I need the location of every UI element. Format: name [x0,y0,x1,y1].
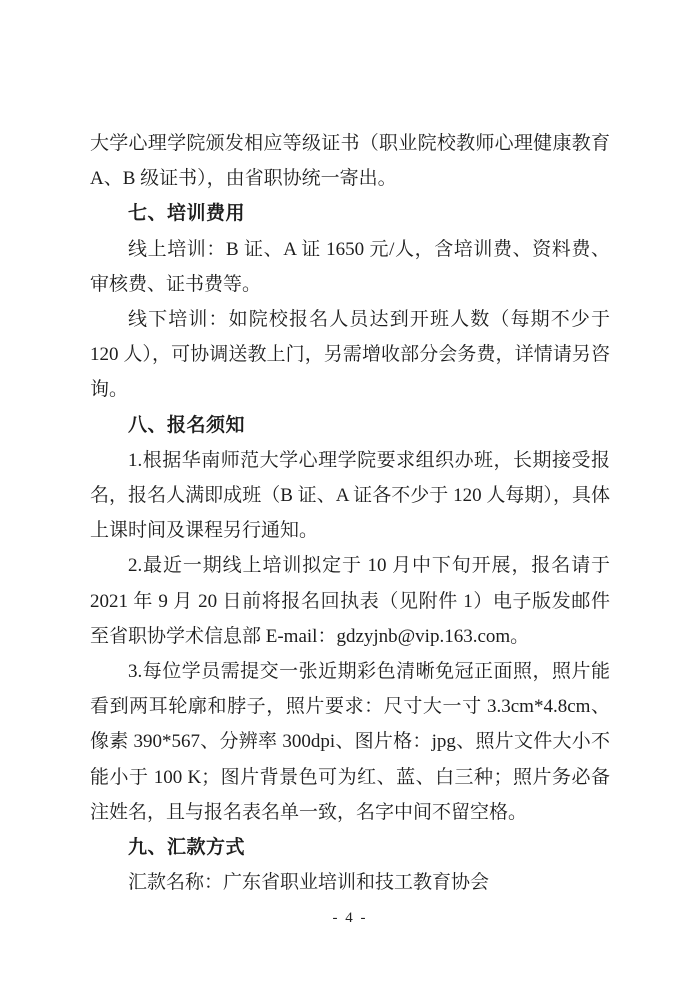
paragraph-remittance-name: 汇款名称：广东省职业培训和技工教育协会 [128,872,490,894]
section-heading-remittance-method: 九、汇款方式 [128,837,246,859]
document-body [90,126,610,900]
paragraph-online-training-fee: 线上培训：B 证、A 证 1650 元/人，含培训费、资料费、审核费、证书费等。 [90,238,610,295]
paragraph-certificate-mailing: 大学心理学院颁发相应等级证书（职业院校教师心理健康教育 A、B 级证书），由省职协统一寄出。 [90,133,610,190]
paragraph-registration-note-2: 2.最近一期线上培训拟定于 10 月中下旬开展，报名请于 2021 年 9 月 20 日前将报名回执表（见附件 1）电子版发邮件至省职协学术信息部 E-mail：gdzyjnb@vip.163.com。 [90,555,610,647]
page-number: - 4 - [332,910,368,926]
paragraph-offline-training-fee: 线下培训：如院校报名人员达到开班人数（每期不少于 120 人），可协调送教上门，另需增收部分会务费，详情请另咨询。 [90,309,610,401]
paragraph-registration-note-3: 3.每位学员需提交一张近期彩色清晰免冠正面照，照片能看到两耳轮廓和脖子，照片要求：尺寸大一寸 3.3cm*4.8cm、像素 390*567、分辨率 300dpi、图片格：jpg、照片文件大小不能小于 100 K；图片背景色可为红、蓝、白三种；照片务必备注姓名，且与报名表名单一致，名字中间不留空格。 [90,661,610,823]
section-heading-registration-notes: 八、报名须知 [128,414,246,436]
paragraph-registration-note-1: 1.根据华南师范大学心理学院要求组织办班，长期接受报名，报名人满即成班（B 证、A 证各不少于 120 人每期），具体上课时间及课程另行通知。 [90,449,610,542]
section-heading-training-fees: 七、培训费用 [128,203,246,225]
